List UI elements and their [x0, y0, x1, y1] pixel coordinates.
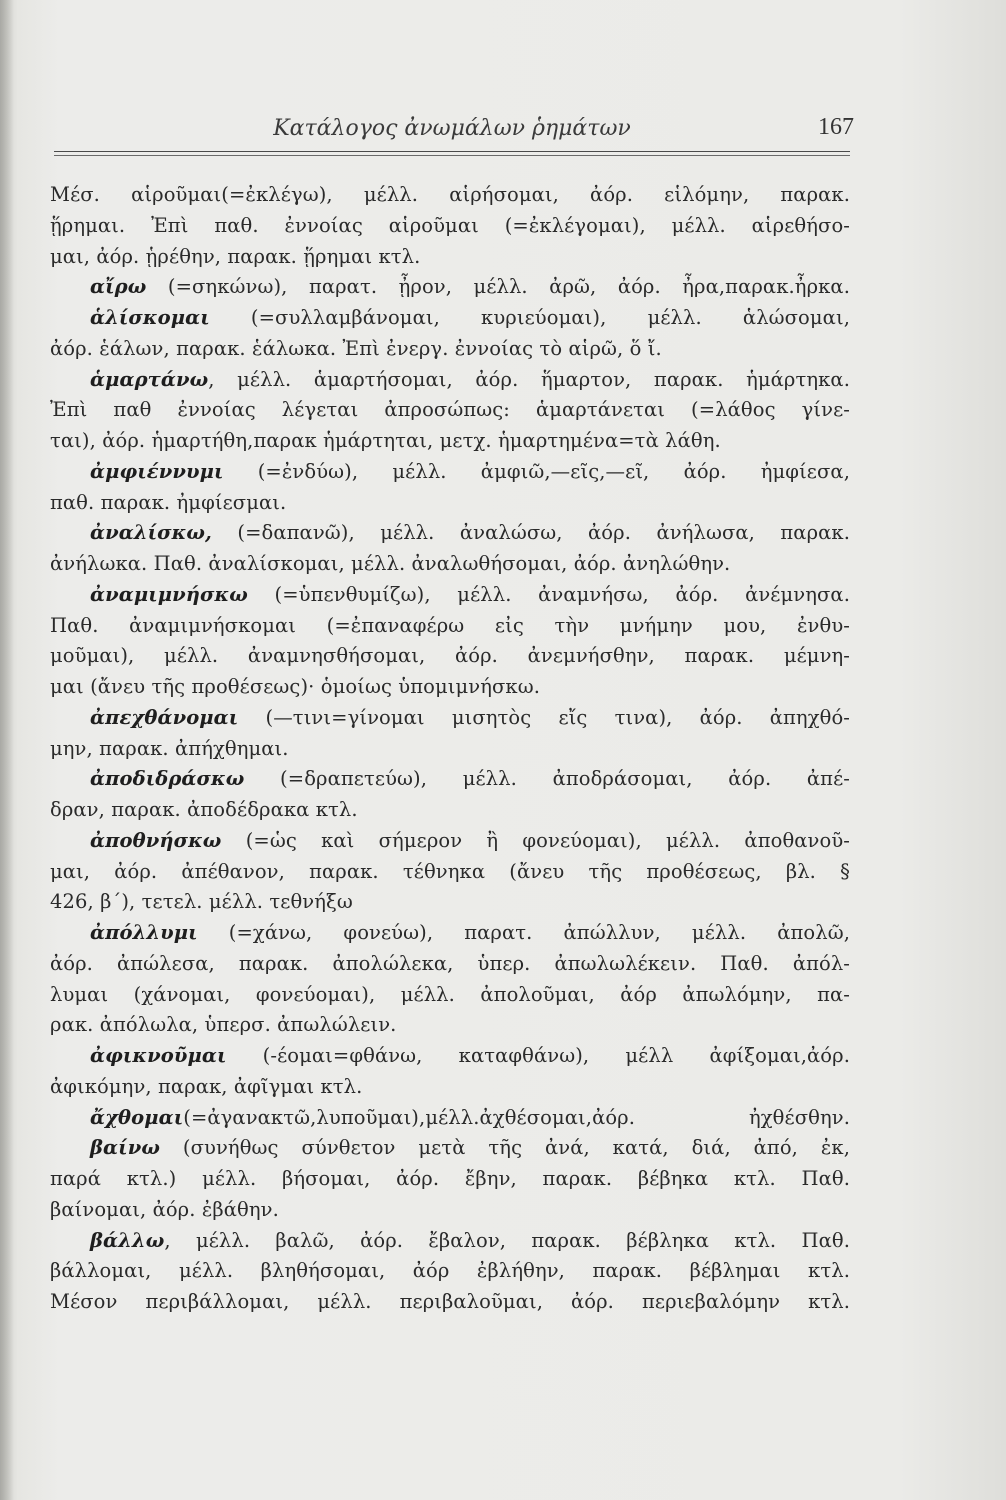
- running-title: Κατάλογος ἀνωμάλων ῥημάτων: [273, 116, 631, 141]
- entry-headline: [50, 303, 850, 334]
- verb-lemma: ἁλίσκομαι: [90, 306, 210, 329]
- line-text: (=ὑπενθυμίζω), μέλλ. ἀναμνήσω, ἀόρ. ἀνέμνησα.: [247, 582, 850, 606]
- line-text: (συνήθως σύνθετον μετὰ τῆς ἀνά, κατά, διά, ἀπό, ἐκ,: [160, 1136, 850, 1160]
- line-text: (—τινι=γίνομαι μισητὸς εἴς τινα), ἀόρ. ἀπηχθό-: [238, 705, 850, 729]
- page-number: 167: [818, 114, 854, 140]
- line-text: μαι, ἀόρ. ᾑρέθην, παρακ. ᾕρημαι κτλ.: [50, 244, 421, 268]
- line-text: 426, β΄), τετελ. μέλλ. τεθνήξω: [50, 890, 353, 914]
- line-text: δραν, παρακ. ἀποδέδρακα κτλ.: [50, 798, 358, 821]
- text-line: [50, 1164, 850, 1195]
- line-text: ἀνήλωκα. Παθ. ἀναλίσκομαι, μέλλ. ἀναλωθήσομαι, ἀόρ. ἀνηλώθην.: [50, 552, 731, 575]
- text-line: [50, 1256, 850, 1287]
- verb-lemma: ἁμαρτάνω: [90, 367, 209, 391]
- text-line: [50, 1287, 850, 1318]
- line-text: (=δραπετεύω), μέλλ. ἀποδράσομαι, ἀόρ. ἀπέ-: [244, 767, 850, 791]
- verb-lemma: ἀναμιμνήσκω: [90, 582, 248, 606]
- line-text: μοῦμαι), μέλλ. ἀναμνησθήσομαι, ἀόρ. ἀνεμνήσθην, παρακ. μέμνη-: [50, 644, 850, 668]
- entry-headline: [50, 272, 850, 303]
- line-text: βαίνομαι, ἀόρ. ἐβάθην.: [50, 1197, 279, 1221]
- line-text: , μέλλ. βαλῶ, ἀόρ. ἔβαλον, παρακ. βέβληκα κτλ. Παθ.: [164, 1228, 850, 1252]
- header-rule: [54, 151, 850, 152]
- header-rule-thin: [54, 155, 850, 156]
- verb-list: [50, 180, 850, 1318]
- text-line: [50, 887, 850, 918]
- text-line: [50, 795, 850, 826]
- text-line: [50, 180, 850, 211]
- verb-lemma: ἀποδιδράσκω: [90, 767, 245, 791]
- text-line: [50, 426, 850, 457]
- text-line: [50, 1072, 850, 1103]
- line-text: (=ὡς καὶ σήμερον ἢ φονεύομαι), μέλλ. ἀποθανοῦ-: [221, 828, 850, 852]
- entry-headline: [50, 1226, 850, 1257]
- line-text: Παθ. ἀναμιμνήσκομαι (=ἐπαναφέρω εἰς τὴν μνήμην μου, ἐνθυ-: [50, 613, 850, 637]
- verb-lemma: ἀπεχθάνομαι: [90, 705, 239, 729]
- verb-lemma: βάλλω: [90, 1228, 165, 1252]
- line-text: μαι (ἄνευ τῆς προθέσεως)· ὁμοίως ὑπομιμνήσκω.: [50, 675, 541, 698]
- entry-headline: [50, 918, 850, 949]
- text-line: [50, 980, 850, 1011]
- line-text: Ἐπὶ παθ ἐννοίας λέγεται ἀπροσώπως: ἁμαρτάνεται (=λάθος γίνε-: [50, 398, 850, 422]
- verb-lemma: ἀποθνήσκω: [90, 828, 222, 852]
- line-text: (=ἐνδύω), μέλλ. ἀμφιῶ,—εῖς,—εῖ, ἀόρ. ἠμφίεσα,: [223, 459, 850, 483]
- line-text: (=ἀγανακτῶ,λυποῦμαι),μέλλ.ἀχθέσομαι,ἀόρ. ἠχθέσθην.: [183, 1105, 850, 1129]
- line-text: μην, παρακ. ἀπήχθημαι.: [50, 736, 289, 760]
- text-line: [50, 211, 850, 242]
- text-line: [50, 395, 850, 426]
- verb-lemma: ἀναλίσκω,: [90, 521, 212, 545]
- verb-lemma: ἄχθομαι: [90, 1105, 184, 1129]
- line-text: ᾕρημαι. Ἐπὶ παθ. ἐννοίας αἱροῦμαι (=ἐκλέγομαι), μέλλ. αἱρεθήσο-: [50, 213, 850, 237]
- verb-lemma: ἀμφιέννυμι: [90, 459, 224, 483]
- line-text: Μέσον περιβάλλομαι, μέλλ. περιβαλοῦμαι, ἀόρ. περιεβαλόμην κτλ.: [50, 1290, 850, 1313]
- page-header: [52, 112, 852, 148]
- line-text: παρά κτλ.) μέλλ. βήσομαι, ἀόρ. ἔβην, παρακ. βέβηκα κτλ. Παθ.: [50, 1167, 850, 1190]
- entry-headline: [50, 1041, 850, 1072]
- entry-headline: [50, 580, 850, 611]
- text-line: [50, 488, 850, 519]
- text-line: [50, 549, 850, 580]
- line-text: ἀόρ. ἀπώλεσα, παρακ. ἀπολώλεκα, ὑπερ. ἀπωλωλέκειν. Παθ. ἀπόλ-: [50, 951, 850, 975]
- line-text: (=συλλαμβάνομαι, κυριεύομαι), μέλλ. ἁλώσομαι,: [209, 306, 850, 329]
- line-text: ρακ. ἀπόλωλα, ὑπερσ. ἀπωλώλειν.: [50, 1013, 397, 1037]
- line-text: (=δαπανῶ), μέλλ. ἀναλώσω, ἀόρ. ἀνήλωσα, παρακ.: [211, 521, 850, 545]
- line-text: παθ. παρακ. ἠμφίεσμαι.: [50, 490, 287, 514]
- text-line: [50, 672, 850, 703]
- line-text: Μέσ. αἱροῦμαι(=ἐκλέγω), μέλλ. αἱρήσομαι, ἀόρ. εἱλόμην, παρακ.: [50, 183, 850, 206]
- text-line: [50, 611, 850, 642]
- entry-headline: [50, 764, 850, 795]
- line-text: (=σηκώνω), παρατ. ᾖρον, μέλλ. ἀρῶ, ἀόρ. ἦρα,παρακ.ἦρκα.: [146, 275, 850, 299]
- verb-lemma: ἀφικνοῦμαι: [90, 1044, 227, 1067]
- text-line: [50, 641, 850, 672]
- text-line: [50, 734, 850, 765]
- line-text: ἀφικόμην, παρακ, ἀφῖγμαι κτλ.: [50, 1074, 363, 1098]
- line-text: βάλλομαι, μέλλ. βληθήσομαι, ἀόρ ἐβλήθην, παρακ. βέβλημαι κτλ.: [50, 1259, 850, 1283]
- line-text: μαι, ἀόρ. ἀπέθανον, παρακ. τέθνηκα (ἄνευ τῆς προθέσεως, βλ. §: [50, 859, 850, 883]
- line-text: (=χάνω, φονεύω), παρατ. ἀπώλλυν, μέλλ. ἀπολῶ,: [197, 921, 850, 944]
- text-line: [50, 1010, 850, 1041]
- verb-lemma: βαίνω: [90, 1136, 160, 1160]
- entry-headline: [50, 457, 850, 488]
- text-line: [50, 949, 850, 980]
- entry-headline: [50, 518, 850, 549]
- line-text: λυμαι (χάνομαι, φονεύομαι), μέλλ. ἀπολοῦμαι, ἀόρ ἀπωλόμην, πα-: [50, 982, 850, 1006]
- verb-lemma: αἴρω: [90, 275, 147, 299]
- text-line: [50, 334, 850, 365]
- verb-lemma: ἀπόλλυμι: [90, 921, 198, 944]
- entry-headline: [50, 365, 850, 396]
- spine-shadow: [0, 0, 14, 1500]
- entry-headline: [50, 1133, 850, 1164]
- entry-headline: [50, 826, 850, 857]
- line-text: (-έομαι=φθάνω, καταφθάνω), μέλλ ἀφίξομαι,ἀόρ.: [226, 1044, 850, 1067]
- text-line: [50, 1195, 850, 1226]
- text-line: [50, 242, 850, 273]
- text-line: [50, 857, 850, 888]
- line-text: ἀόρ. ἑάλων, παρακ. ἑάλωκα. Ἐπὶ ἐνεργ. ἐννοίας τὸ αἱρῶ, ὅ ἴ.: [50, 336, 662, 360]
- line-text: ται), ἀόρ. ἡμαρτήθη,παρακ ἡμάρτηται, μετχ. ἡμαρτημένα=τὰ λάθη.: [50, 429, 721, 452]
- line-text: , μέλλ. ἁμαρτήσομαι, ἀόρ. ἥμαρτον, παρακ. ἡμάρτηκα.: [208, 367, 850, 391]
- entry-headline: [50, 703, 850, 734]
- entry-headline: [50, 1103, 850, 1134]
